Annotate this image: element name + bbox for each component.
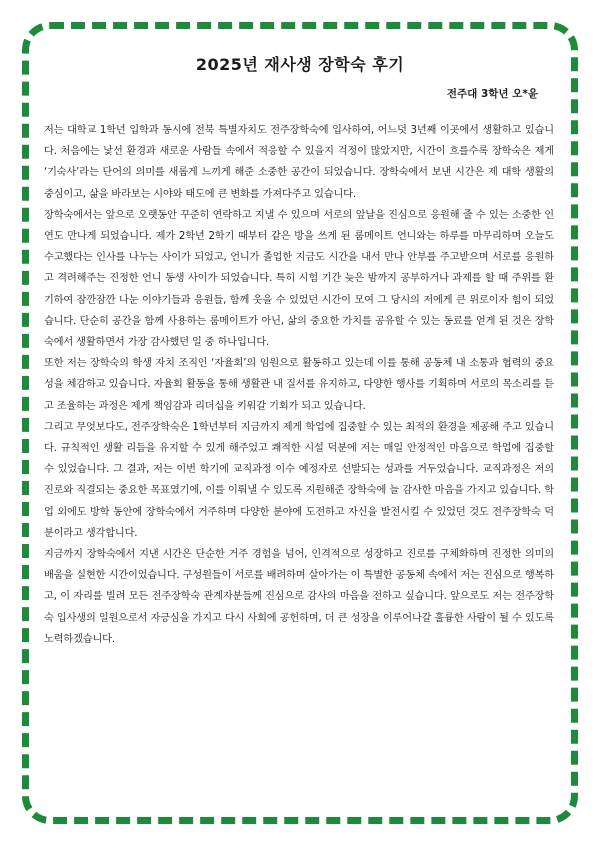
paragraph-4: 그리고 무엇보다도, 전주장학숙은 1학년부터 지금까지 제게 학업에 집중할 수 있는 최적의 환경을 제공해 주고 있습니다. 규칙적인 생활 리듬을 유지할 수 있게 해주었고 쾌적한 시설 덕분에 저는 매일 안정적인 마음으로 학업에 집중할 수 있었습니다. 그 결과, 저는 이번 학기에 교직과정 이수 예정자로 선발되는 성과를 거두었습니다. 교직과정은 저의 진로와 직결되는 중요한 목표였기에, 이를 이뤄낼 수 있도록 지원해준 장학숙에 늘 감사한 마음을 가지고 있습니다. 학업 외에도 방학 동안에 장학숙에서 거주하며 다양한 분야에 도전하고 자신을 발전시킬 수 있었던 것도 전주장학숙 덕분이라고 생각합니다. [44, 421, 554, 539]
paragraph-3: 또한 저는 장학숙의 학생 자치 조직인 ‘자율회’의 임원으로 활동하고 있는데 이를 통해 공동체 내 소통과 협력의 중요성을 체감하고 있습니다. 자율회 활동을 통해 생활관 내 질서를 유지하고, 다양한 행사를 기획하며 서로의 목소리를 듣고 조율하는 과정은 제게 책임감과 리더십을 키워갈 기회가 되고 있습니다. [44, 358, 554, 412]
paragraph-1: 저는 대학교 1학년 입학과 동시에 전북 특별자치도 전주장학숙에 입사하여, 어느덧 3년째 이곳에서 생활하고 있습니다. 처음에는 낯선 환경과 새로운 사람들 속에서 적응할 수 있을지 걱정이 많았지만, 시간이 흐를수록 장학숙은 제게 ‘기숙사’라는 단어의 의미를 새롭게 느끼게 해준 소중한 공간이 되었습니다. 장학숙에서 보낸 시간은 제 대학 생활의 중심이고, 삶을 바라보는 시야와 태도에 큰 변화를 가져다주고 있습니다. [44, 125, 554, 200]
paragraph-5: 지금까지 장학숙에서 지낸 시간은 단순한 거주 경험을 넘어, 인격적으로 성장하고 진로를 구체화하며 진정한 의미의 배움을 실현한 시간이었습니다. 구성원들이 서로를 배려하며 살아가는 이 특별한 공동체 속에서 저는 진심으로 행복하고, 이 자리를 빌려 모든 전주장학숙 관계자분들께 진심으로 감사의 마음을 전하고 싶습니다. 앞으로도 저는 전주장학숙 입사생의 일원으로서 자긍심을 가지고 다시 사회에 공헌하며, 더 큰 성장을 이루어나갈 훌륭한 사람이 될 수 있도록 노력하겠습니다. [44, 549, 554, 645]
page-title: 2025년 재사생 장학숙 후기 [195, 55, 405, 74]
paragraph-2: 장학숙에서는 앞으로 오랫동안 꾸준히 연락하고 지낼 수 있으며 서로의 앞날을 진심으로 응원해 줄 수 있는 소중한 인연도 만나게 되었습니다. 제가 2학년 2학기 때부터 같은 방을 쓰게 된 룸메이트 언니와는 하루를 마무리하며 오늘도 수고했다는 인사를 나누는 사이가 되었고, 언니가 졸업한 지금도 시간을 내서 만나 안부를 주고받으며 서로를 응원하고 격려해주는 진정한 언니 동생 사이가 되었습니다. 특히 시험 기간 늦은 밤까지 공부하거나 과제를 할 때 주위를 환기하여 잠깐잠깐 나눈 이야기들과 응원들, 함께 웃을 수 있었던 시간이 모여 그 당시의 저에게 큰 위로이자 힘이 되었습니다. 단순히 공간을 함께 사용하는 룸메이트가 아닌, 삶의 중요한 가치를 공유할 수 있는 동료를 얻게 된 것은 장학숙에서 생활하면서 가장 감사했던 일 중 하나입니다. [44, 209, 554, 349]
essay-body [44, 120, 554, 650]
author-line: 전주대 3학년 오*윤 [446, 88, 538, 100]
